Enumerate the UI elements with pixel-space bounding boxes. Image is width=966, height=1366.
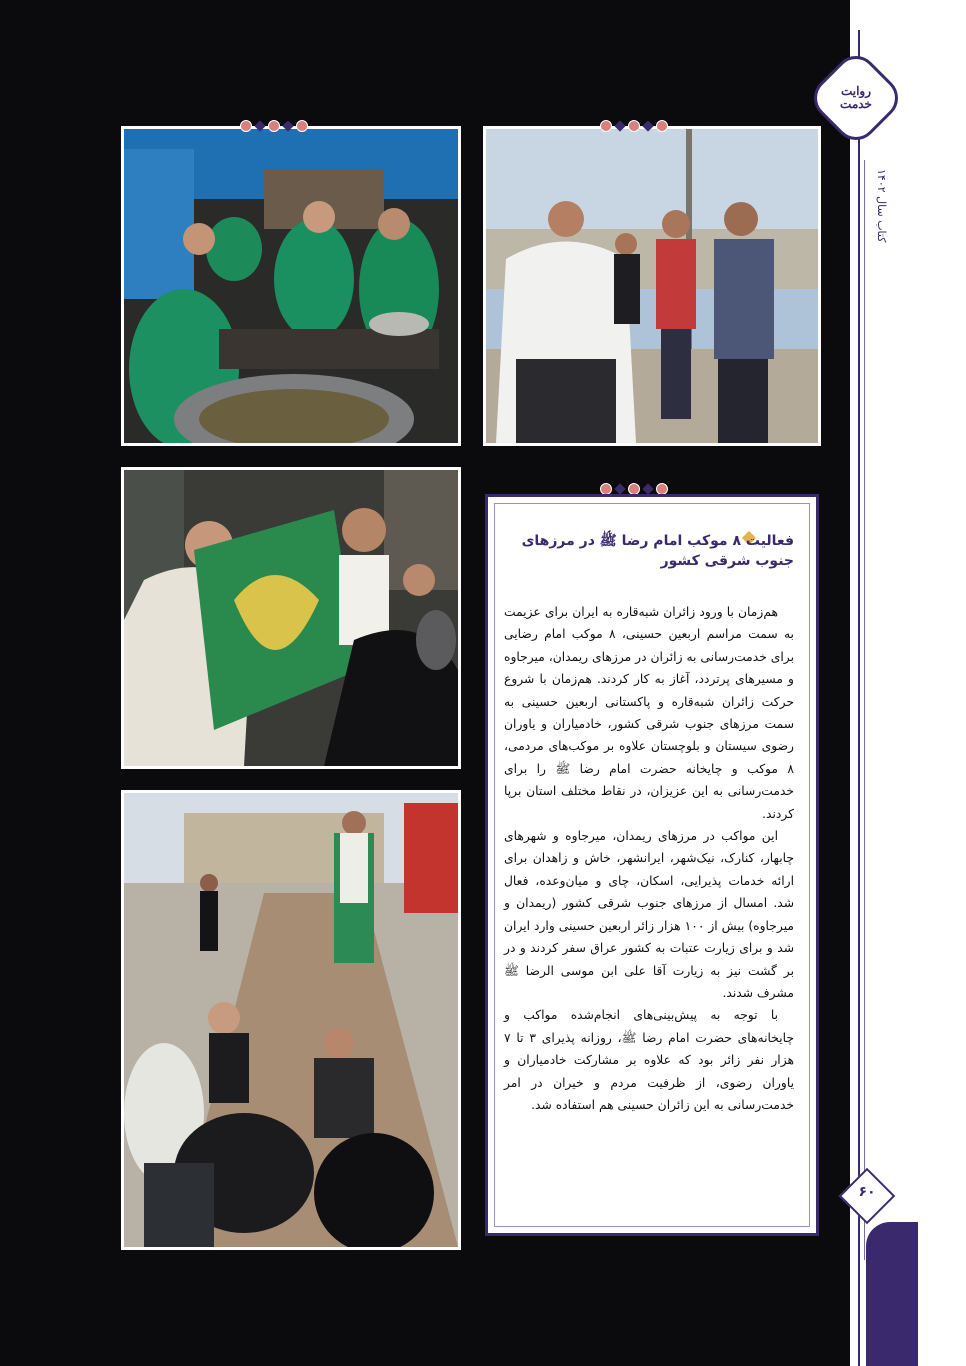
margin-divider-line: [858, 30, 860, 1366]
article-heading: [504, 531, 794, 571]
book-year-label: کتاب سال ۱۴۰۲: [875, 168, 888, 242]
purple-edge-tab: [866, 1222, 918, 1366]
article-text-box: [485, 494, 819, 1236]
paragraph-1: هم‌زمان با ورود زائران شبه‌قاره به ایران برای عزیمت به سمت مراسم اربعین حسینی، ۸ موکب امام رضایی برای خدمت‌رسانی به زائران در مرزهای ریمدان، میرجاوه و مسیرهای پرتردد، آغاز به کار کردند. هم‌زمان با شروع حرکت زائران شبه‌قاره و پاکستانی اربعین حسینی به سمت مرزهای جنوب شرقی کشور، خادمیاران و یاوران رضوی سیستان و بلوچستان علاوه بر موکب‌های مردمی، ۸ موکب و چایخانه حضرت امام رضا ﷺ را برای خدمت‌رسانی به این عزیزان، در نقاط مختلف استان برپا کردند.: [504, 605, 794, 821]
article-body: [504, 601, 794, 1116]
volunteer-vest-image: [486, 129, 818, 443]
photo-food-serving: [121, 126, 461, 446]
logo-text: روایت خدمت: [840, 84, 872, 111]
paragraph-3: با توجه به پیش‌بینی‌های انجام‌شده مواکب و چایخانه‌های حضرت امام رضا ﷺ، روزانه پذیرای ۳ تا ۷ هزار نفر زائر بود که علاوه بر مشارکت خادمیاران و یاوران رضوی، از ظرفیت مردم و خیران در امر خدمت‌رسانی به این زائران حسینی هم استفاده شد.: [504, 1008, 794, 1112]
page-number: ۶۰: [858, 1184, 876, 1200]
paragraph-2: این مواکب در مرزهای ریمدان، میرجاوه و شهرهای چابهار، کنارک، نیک‌شهر، ایرانشهر، خاش و زاهدان برای ارائه خدمات پذیرایی، اسکان، چای و میان‌وعده، فعال شد. امسال از مرزهای جنوب شرقی کشور (ریمدان و میرجاوه) بیش از ۱۰۰ هزار زائر اربعین حسینی وارد ایران شد و برای زیارت عتبات به کشور عراق سفر کردند و در بر گشت نیز به زیارت آقا علی ابن موسی الرضا ﷺ مشرف شدند.: [504, 829, 794, 1000]
ornament-top-left: [240, 119, 308, 133]
photo-volunteer-vest: [483, 126, 821, 446]
heading-line-2: جنوب شرقی کشور: [660, 553, 794, 569]
pilgrims-seated-image: [124, 793, 458, 1247]
photo-pilgrims-seated: [121, 790, 461, 1250]
food-serving-image: [124, 129, 458, 443]
green-flag-image: [124, 470, 458, 766]
photo-green-flag: [121, 467, 461, 769]
margin-thin-line: [864, 160, 865, 1260]
ornament-top-right: [600, 119, 668, 133]
heading-line-1: فعالیت ۸ موکب امام رضا ﷺ در مرزهای: [521, 533, 794, 549]
